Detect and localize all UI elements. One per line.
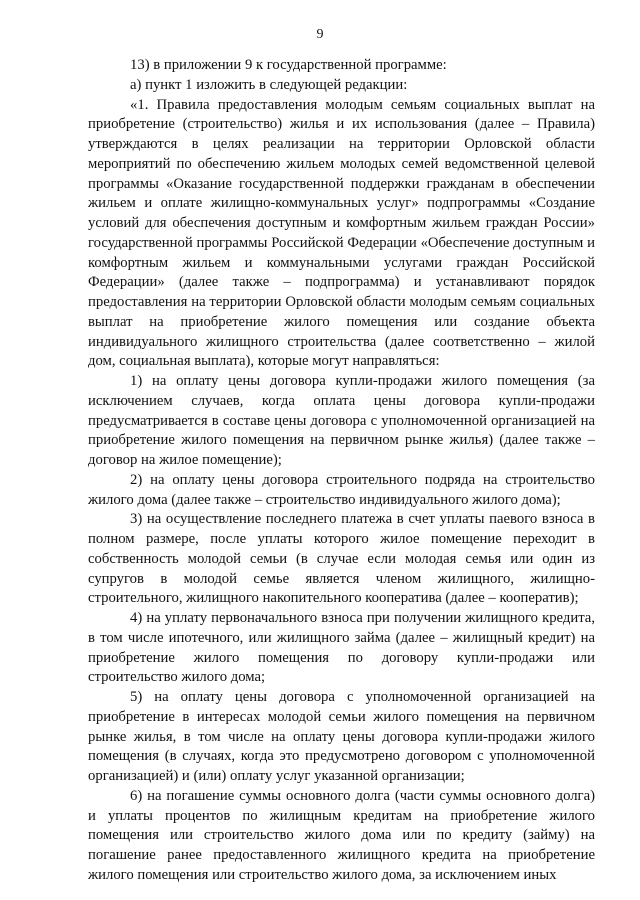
list-item-6: 6) на погашение суммы основного долга (части суммы основного долга) и уплаты процентов по жилищным кредитам на приобретение жилого помещения или строительство жилого дома или по кредиту (займу) на погашение ранее предоставленного жилищного кредита на приобретение жилого помещения или строительство жилого дома, за исключением иных — [88, 787, 595, 883]
paragraph-item-13: 13) в приложении 9 к государственной программе: — [130, 57, 447, 73]
list-item-2: 2) на оплату цены договора строительного подряда на строительство жилого дома (далее также – строительство индивидуального жилого дома); — [88, 471, 595, 508]
list-item-5: 5) на оплату цены договора с уполномоченной организацией на приобретение в интересах молодой семьи жилого помещения на первичном рынке жилья, в том числе на оплату цены договора купли-продажи жилого помещения (в случаях, когда это предусмотрено договором с уполномоченной организацией) и (или) оплату услуг указанной организации; — [88, 689, 595, 784]
paragraph-subitem-a: а) пункт 1 изложить в следующей редакции: — [130, 76, 408, 93]
paragraph-rule-1: «1. Правила предоставления молодым семьям социальных выплат на приобретение (строительство) жилья и их использования (далее – Правила) утверждаются в целях реализации на территории Орловской области мероприятий по обеспечению жильем молодых семей ведомственной целевой программы «Оказание государственной поддержки гражданам в обеспечении жильем и оплате жилищно-коммунальных услуг» подпрограммы «Создание условий для обеспечения доступным и комфортным жильем граждан России» государственной программы Российской Федерации «Обеспечение доступным и комфортным жильем и коммунальными услугами граждан Российской Федерации» (далее также – подпрограмма) и устанавливают порядок предоставления на территории Орловской области молодым семьям социальных выплат на приобретение жилого помещения или создание объекта индивидуального жилищного строительства (далее соответственно – жилой дом, социальная выплата), которые могут направляться: — [88, 96, 595, 370]
list-item-3: 3) на осуществление последнего платежа в счет уплаты паевого взноса в полном размере, после уплаты которого жилое помещение переходит в собственность молодой семьи (в случае если молодая семья или один из супругов в молодой семье является членом жилищного, жилищно-строительного, жилищного накопительного кооператива (далее – кооператив); — [88, 511, 595, 607]
list-item-1: 1) на оплату цены договора купли-продажи жилого помещения (за исключением случаев, когда оплата цены договора купли-продажи предусматривается в составе цены договора с уполномоченной организацией на приобретение жилого помещения на первичном рынке жилья) (далее также – договор на жилое помещение); — [88, 373, 595, 468]
list-item-4: 4) на уплату первоначального взноса при получении жилищного кредита, в том числе ипотечного, или жилищного займа (далее – жилищный кредит) на приобретение жилого помещения по договору купли-продажи или строительство жилого дома; — [88, 610, 595, 686]
page-number: 9 — [316, 27, 324, 42]
document-body — [88, 56, 595, 886]
